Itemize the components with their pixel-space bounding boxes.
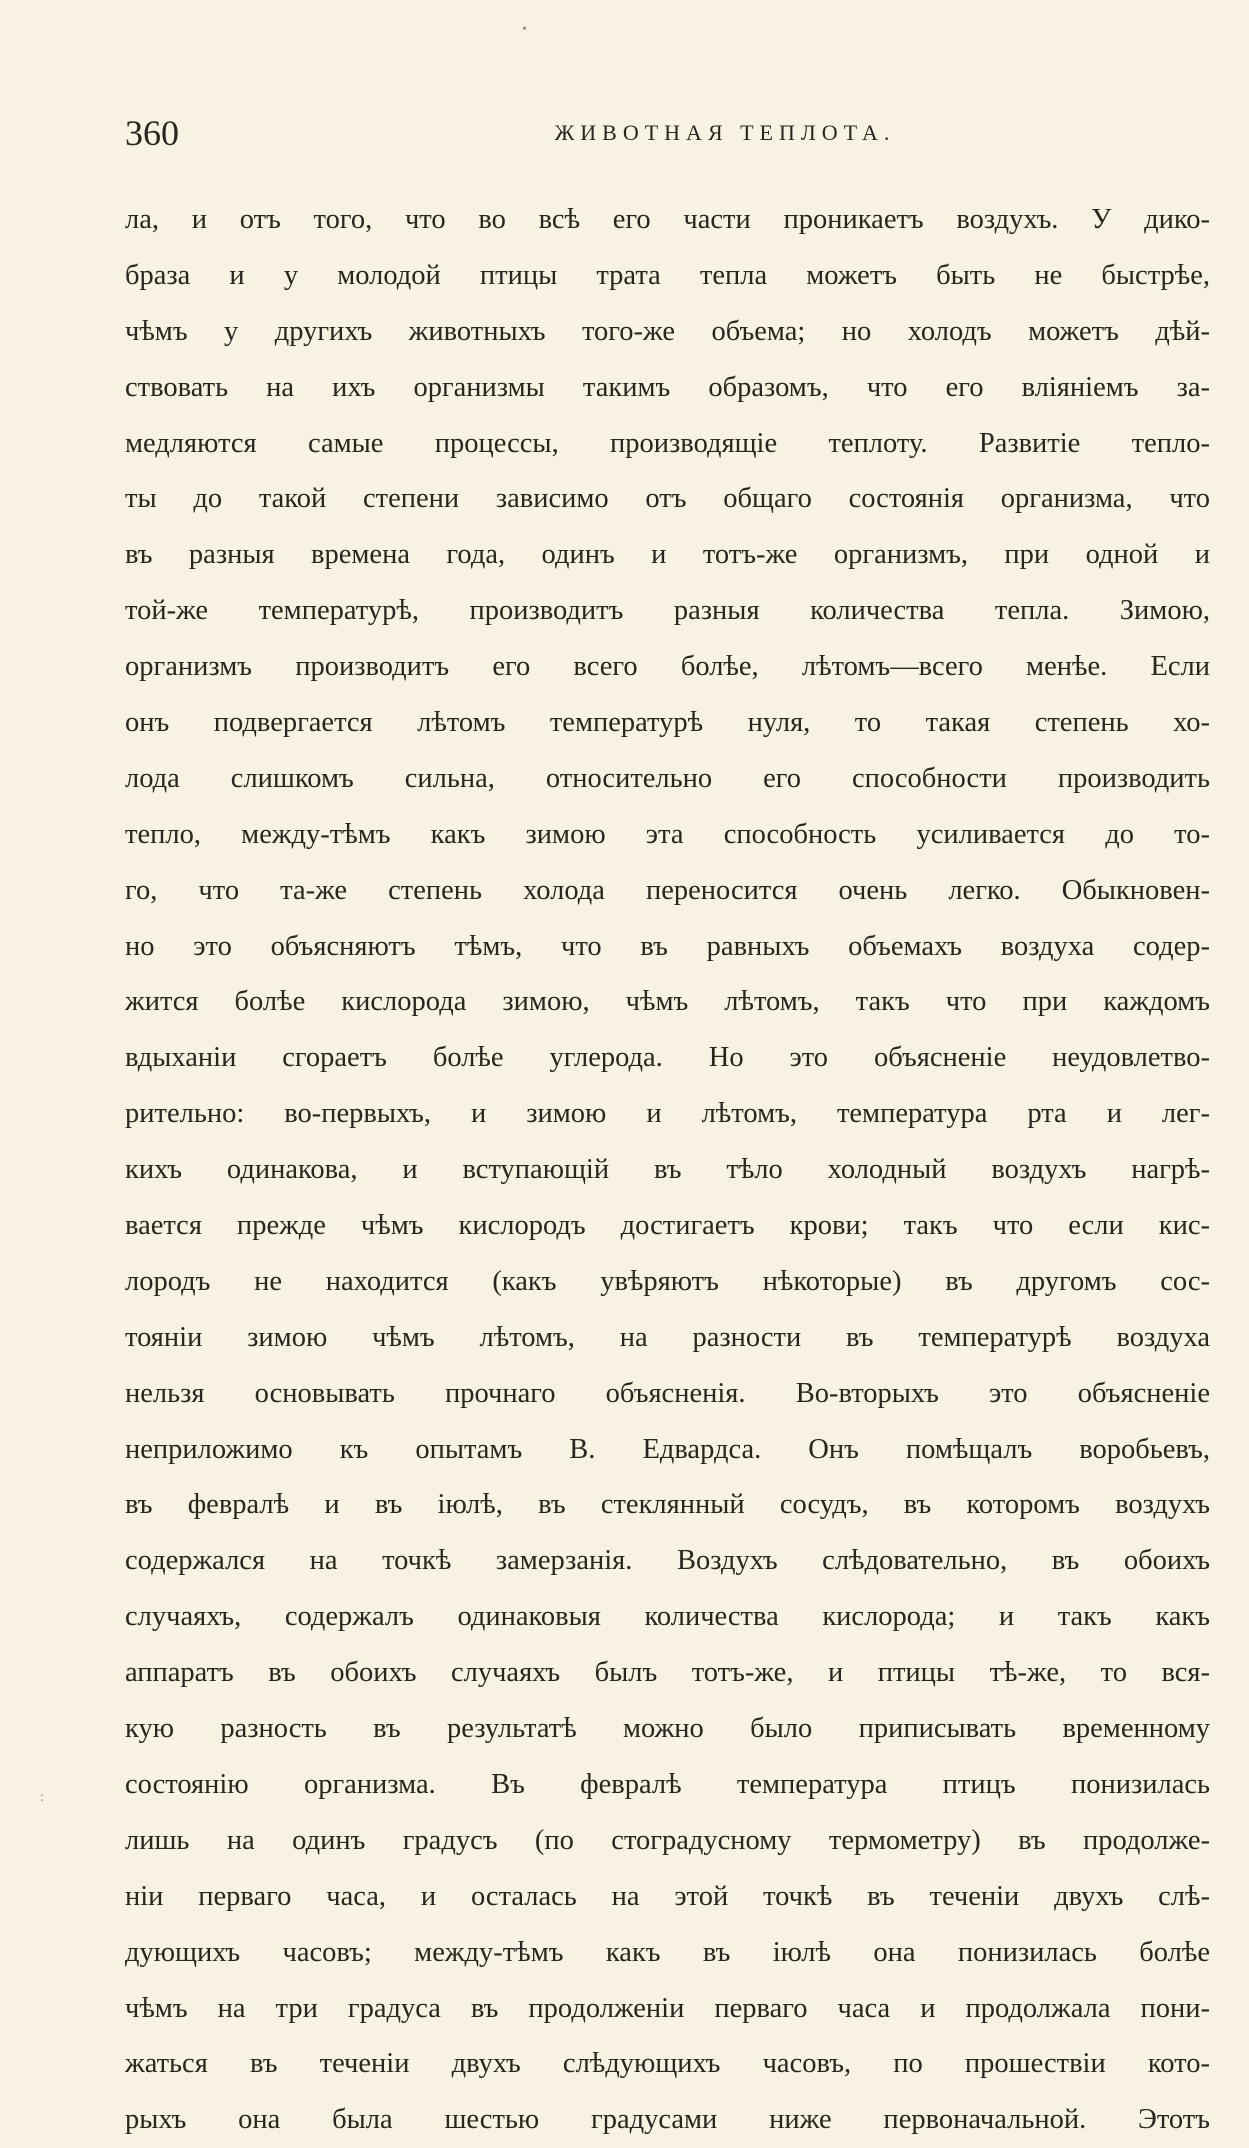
text-line: тепло, между-тѣмъ какъ зимою эта способность усиливается до то- xyxy=(125,818,1210,850)
text-line: кихъ одинакова, и вступающій въ тѣло холодный воздухъ нагрѣ- xyxy=(125,1154,1210,1186)
text-line: той-же температурѣ, производитъ разныя количества тепла. Зимою, xyxy=(125,595,1210,627)
text-line: лода слишкомъ сильна, относительно его способности производить xyxy=(125,762,1210,794)
text-line: рительно: во-первыхъ, и зимою и лѣтомъ, температура рта и лег- xyxy=(125,1098,1210,1130)
text-line: чѣмъ на три градуса въ продолженіи перваго часа и продолжала пони- xyxy=(125,1992,1210,2024)
text-line: онъ подвергается лѣтомъ температурѣ нуля, то такая степень хо- xyxy=(125,707,1210,739)
text-line: лишь на одинъ градусъ (по стоградусному термометру) въ продолже- xyxy=(125,1824,1210,1856)
text-line: чѣмъ у другихъ животныхъ того-же объема; но холодъ можетъ дѣй- xyxy=(125,315,1210,347)
text-line: въ разныя времена года, одинъ и тотъ-же организмъ, при одной и xyxy=(125,539,1210,571)
text-line: вается прежде чѣмъ кислородъ достигаетъ крови; такъ что если кис- xyxy=(125,1210,1210,1242)
text-line: содержался на точкѣ замерзанія. Воздухъ слѣдовательно, въ обоихъ xyxy=(125,1545,1210,1577)
text-line: ла, и отъ того, что во всѣ его части проникаетъ воздухъ. У дико- xyxy=(125,204,1210,235)
page-header xyxy=(125,108,1210,158)
paper-speck: : xyxy=(40,1790,44,1805)
text-line: жится болѣе кислорода зимою, чѣмъ лѣтомъ, такъ что при каждомъ xyxy=(125,986,1210,1018)
text-line: но это объясняютъ тѣмъ, что въ равныхъ объемахъ воздуха содер- xyxy=(125,930,1210,962)
text-line: жаться въ теченіи двухъ слѣдующихъ часовъ, по прошествіи кото- xyxy=(125,2048,1210,2080)
text-line: неприложимо къ опытамъ В. Едвардса. Онъ помѣщалъ воробьевъ, xyxy=(125,1433,1210,1465)
text-line: тояніи зимою чѣмъ лѣтомъ, на разности въ температурѣ воздуха xyxy=(125,1321,1210,1353)
text-line: дующихъ часовъ; между-тѣмъ какъ въ іюлѣ она понизилась болѣе xyxy=(125,1936,1210,1968)
text-line: вдыханіи сгораетъ болѣе углерода. Но это объясненіе неудовлетво- xyxy=(125,1042,1210,1074)
text-line: лородъ не находится (какъ увѣряютъ нѣкоторые) въ другомъ сос- xyxy=(125,1265,1210,1297)
text-line: ствовать на ихъ организмы такимъ образомъ, что его вліяніемъ за- xyxy=(125,371,1210,403)
text-line: состоянію организма. Въ февралѣ температура птицъ понизилась xyxy=(125,1768,1210,1800)
text-line: ніи перваго часа, и осталась на этой точкѣ въ теченіи двухъ слѣ- xyxy=(125,1880,1210,1912)
text-line: рыхъ она была шестью градусами ниже первоначальной. Этотъ xyxy=(125,2104,1210,2136)
text-line: аппаратъ въ обоихъ случаяхъ былъ тотъ-же, и птицы тѣ-же, то вся- xyxy=(125,1657,1210,1689)
text-line: въ февралѣ и въ іюлѣ, въ стеклянный сосудъ, въ которомъ воздухъ xyxy=(125,1489,1210,1521)
text-line: случаяхъ, содержалъ одинаковыя количества кислорода; и такъ какъ xyxy=(125,1601,1210,1633)
running-head: ЖИВОТНАЯ ТЕПЛОТА. xyxy=(554,120,896,145)
text-line: ты до такой степени зависимо отъ общаго состоянія организма, что xyxy=(125,483,1210,515)
text-line: браза и у молодой птицы трата тепла можетъ быть не быстрѣе, xyxy=(125,259,1210,291)
text-line: организмъ производитъ его всего болѣе, лѣтомъ—всего менѣе. Если xyxy=(125,651,1210,683)
page-number: 360 xyxy=(125,113,179,153)
body-text xyxy=(125,192,1210,2148)
text-line: го, что та-же степень холода переносится очень легко. Обыкновен- xyxy=(125,874,1210,906)
text-line: медляются самые процессы, производящіе теплоту. Развитіе тепло- xyxy=(125,427,1210,459)
text-line: нельзя основывать прочнаго объясненія. Во-вторыхъ это объясненіе xyxy=(125,1377,1210,1409)
text-line: кую разность въ результатѣ можно было приписывать временному xyxy=(125,1713,1210,1745)
paper-speck: • xyxy=(522,22,527,37)
